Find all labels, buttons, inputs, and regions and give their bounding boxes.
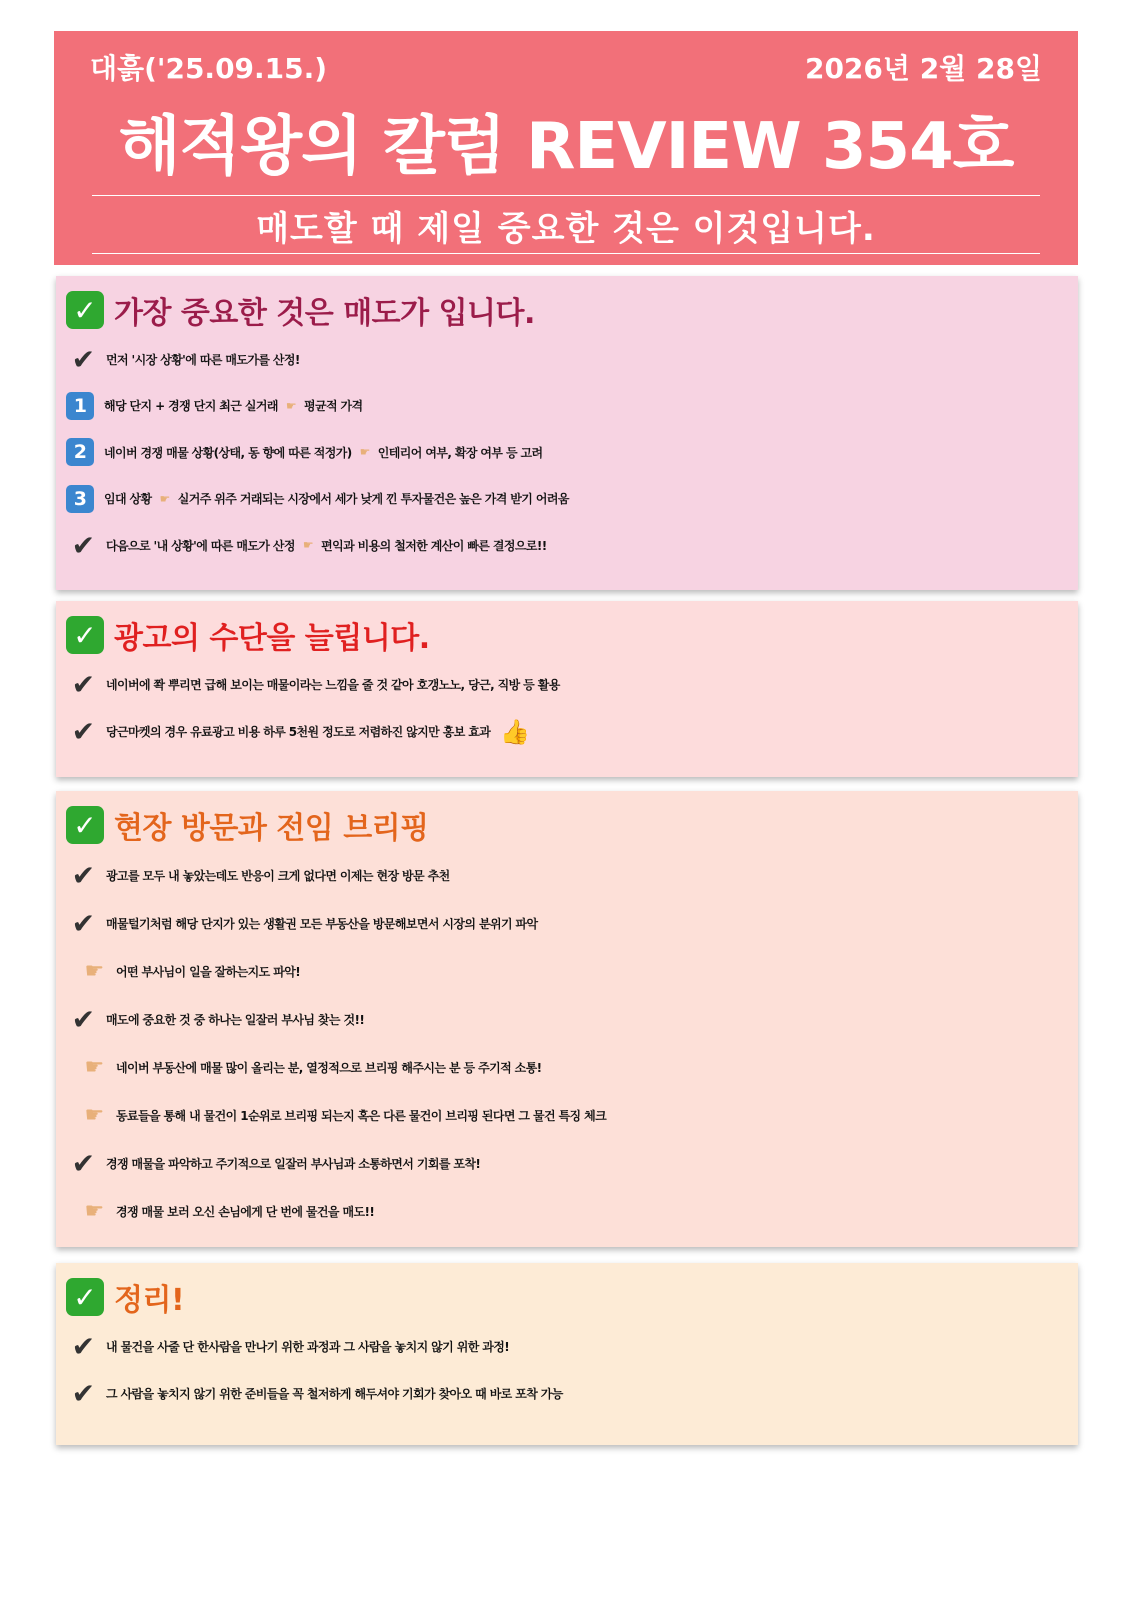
pointing-hand-icon: ☛ bbox=[285, 398, 296, 413]
item-text: 당근마켓의 경우 유료광고 비용 하루 5천원 정도로 저렴하진 않지만 홍보 효과 bbox=[106, 725, 491, 739]
item-text-detail: 실거주 위주 거래되는 시장에서 세가 낮게 낀 투자물건은 높은 가격 받기 어려움 bbox=[177, 492, 569, 507]
item-text: 다음으로 '내 상황'에 따른 매도가 산정 bbox=[106, 538, 295, 553]
checkmark-icon: ✔ bbox=[71, 528, 95, 562]
item-text: 내 물건을 사줄 단 한사람을 만나기 위한 과정과 그 사람을 놓치지 않기 위한 과정! bbox=[106, 1340, 510, 1354]
section-lines bbox=[66, 336, 1070, 569]
section-title: 현장 방문과 전임 브리핑 bbox=[114, 811, 429, 846]
list-item bbox=[66, 661, 1070, 708]
number-two-icon: 2 bbox=[66, 438, 94, 466]
list-item bbox=[66, 995, 1070, 1043]
checkmark-box-icon: ✓ bbox=[66, 1278, 104, 1316]
checkmark-icon: ✔ bbox=[71, 715, 95, 748]
item-text: 네이버 경쟁 매물 상황(상태, 동 향에 따른 적정가) bbox=[104, 445, 352, 460]
section-header bbox=[66, 613, 1070, 657]
number-one-icon: 1 bbox=[66, 392, 94, 420]
item-text: 경쟁 매물 보러 오신 손님에게 단 번에 물건을 매도!! bbox=[116, 1204, 375, 1219]
list-item bbox=[66, 476, 1070, 523]
list-item bbox=[66, 1370, 1070, 1417]
pointing-hand-icon: ☛ bbox=[302, 538, 314, 553]
section-header bbox=[66, 1275, 1070, 1319]
item-text: 임대 상황 bbox=[104, 492, 152, 507]
checkmark-icon: ✔ bbox=[71, 342, 95, 376]
item-text: 네이버에 쫙 뿌리면 급해 보이는 매물이라는 느낌을 줄 것 같아 호갱노노, 당근, 직방 등 활용 bbox=[106, 678, 560, 692]
checkmark-icon: ✔ bbox=[71, 1377, 95, 1410]
section-header bbox=[66, 288, 1070, 332]
section-site-visit bbox=[56, 791, 1078, 1247]
list-item bbox=[66, 851, 1070, 899]
checkmark-icon: ✔ bbox=[71, 1330, 95, 1363]
item-text: 어떤 부사님이 일을 잘하는지도 파악! bbox=[116, 964, 301, 979]
item-text-detail: 인테리어 여부, 확장 여부 등 고려 bbox=[377, 445, 543, 460]
section-title: 가장 중요한 것은 매도가 입니다. bbox=[114, 296, 535, 331]
thumbs-up-icon: 👍 bbox=[500, 717, 530, 746]
checkmark-box-icon: ✓ bbox=[66, 806, 104, 844]
list-item bbox=[66, 947, 1070, 995]
item-text: 광고를 모두 내 놓았는데도 반응이 크게 없다면 이제는 현장 방문 추천 bbox=[106, 868, 450, 883]
list-item bbox=[66, 1187, 1070, 1235]
publish-date: 2026년 2월 28일 bbox=[804, 52, 1042, 85]
checkmark-icon: ✔ bbox=[71, 1002, 95, 1036]
item-text: 해당 단지 + 경쟁 단지 최근 실거래 bbox=[104, 399, 278, 414]
section-sale-price bbox=[56, 276, 1078, 590]
list-item bbox=[66, 1043, 1070, 1091]
list-item bbox=[66, 522, 1070, 569]
page-subtitle: 매도할 때 제일 중요한 것은 이것입니다. bbox=[256, 209, 876, 249]
section-summary bbox=[56, 1263, 1078, 1445]
item-text: 매물털기처럼 해당 단지가 있는 생활권 모든 부동산을 방문해보면서 시장의 분위기 파악 bbox=[106, 916, 538, 931]
pointing-hand-icon: ☛ bbox=[84, 1198, 104, 1224]
item-text: 그 사람을 놓치지 않기 위한 준비들을 꼭 철저하게 해두셔야 기회가 찾아오 때 바로 포착 가능 bbox=[106, 1387, 563, 1401]
section-title: 광고의 수단을 늘립니다. bbox=[114, 621, 430, 656]
checkmark-box-icon: ✓ bbox=[66, 291, 104, 329]
issuer-label: 대흙('25.09.15.) bbox=[90, 52, 328, 85]
section-title: 정리! bbox=[114, 1283, 185, 1318]
checkmark-icon: ✔ bbox=[71, 1146, 95, 1180]
list-item bbox=[66, 1091, 1070, 1139]
header-banner bbox=[54, 31, 1078, 265]
section-lines bbox=[66, 1323, 1070, 1417]
list-item bbox=[66, 429, 1070, 476]
item-text: 먼저 '시장 상황'에 따른 매도가를 산정! bbox=[106, 352, 300, 367]
page-title: 해적왕의 칼럼 REVIEW 354호 bbox=[118, 110, 1014, 184]
item-text: 매도에 중요한 것 중 하나는 일잘러 부사님 찾는 것!! bbox=[106, 1012, 365, 1027]
section-advertising bbox=[56, 601, 1078, 777]
checkmark-box-icon: ✓ bbox=[66, 616, 104, 654]
pointing-hand-icon: ☛ bbox=[159, 491, 170, 506]
item-text: 경쟁 매물을 파악하고 주기적으로 일잘러 부사님과 소통하면서 기회를 포착! bbox=[106, 1156, 481, 1171]
item-text-detail: 편익과 비용의 철저한 계산이 빠른 결정으로!! bbox=[321, 538, 547, 553]
pointing-hand-icon: ☛ bbox=[84, 1054, 104, 1080]
checkmark-icon: ✔ bbox=[71, 858, 95, 892]
item-text: 네이버 부동산에 매물 많이 올리는 분, 열정적으로 브리핑 해주시는 분 등 주기적 소통! bbox=[116, 1060, 542, 1075]
number-three-icon: 3 bbox=[66, 485, 94, 513]
section-lines bbox=[66, 661, 1070, 755]
list-item bbox=[66, 383, 1070, 430]
list-item bbox=[66, 708, 1070, 755]
item-text: 동료들을 통해 내 물건이 1순위로 브리핑 되는지 혹은 다른 물건이 브리핑 된다면 그 물건 특징 체크 bbox=[116, 1108, 607, 1123]
item-text-detail: 평균적 가격 bbox=[304, 399, 363, 414]
list-item bbox=[66, 1139, 1070, 1187]
divider-bottom bbox=[92, 253, 1040, 254]
divider-top bbox=[92, 195, 1040, 196]
pointing-hand-icon: ☛ bbox=[84, 958, 104, 984]
pointing-hand-icon: ☛ bbox=[359, 445, 370, 460]
checkmark-icon: ✔ bbox=[71, 668, 95, 701]
list-item bbox=[66, 336, 1070, 383]
checkmark-icon: ✔ bbox=[71, 906, 95, 940]
list-item bbox=[66, 899, 1070, 947]
section-header bbox=[66, 803, 1070, 847]
pointing-hand-icon: ☛ bbox=[84, 1102, 104, 1128]
list-item bbox=[66, 1323, 1070, 1370]
section-lines bbox=[66, 851, 1070, 1235]
